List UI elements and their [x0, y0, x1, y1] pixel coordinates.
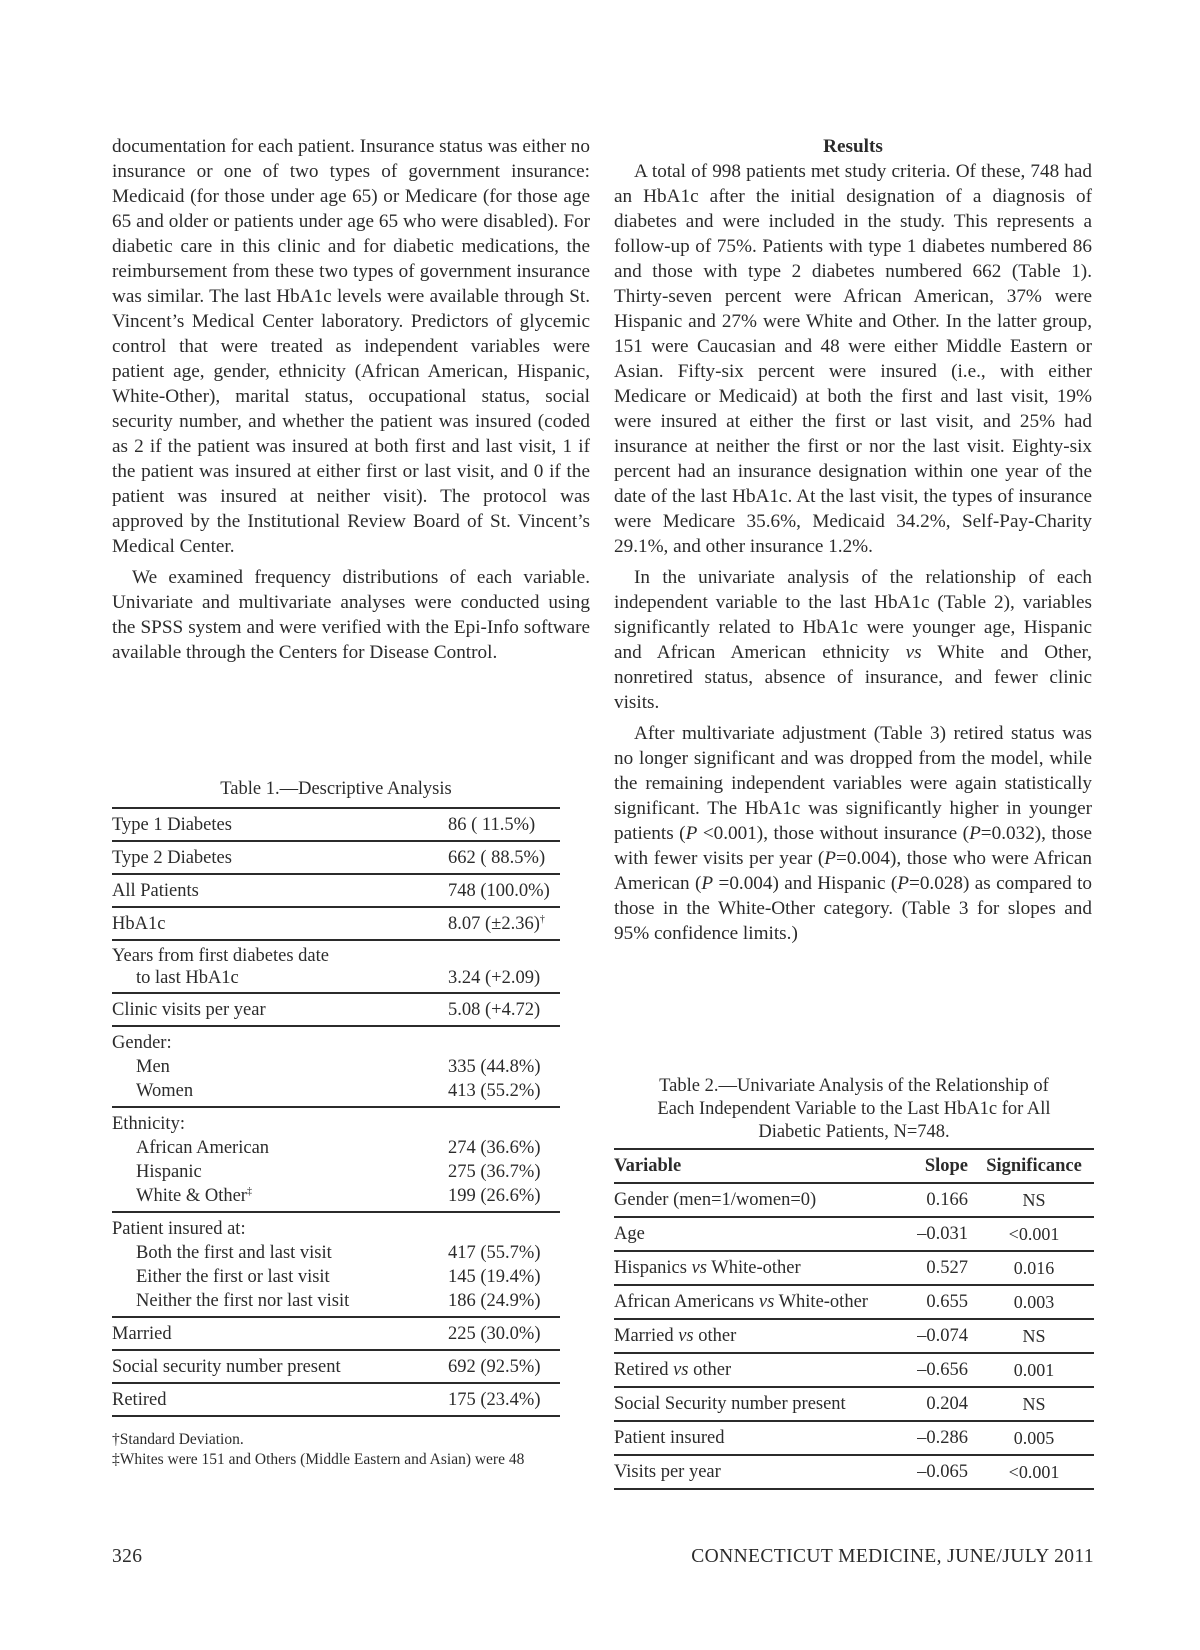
table-row — [112, 1184, 560, 1208]
row-value: 413 (55.2%) — [448, 1081, 541, 1101]
footnote-mark: ‡ — [246, 1185, 252, 1197]
text-run-italic: vs — [673, 1360, 689, 1380]
row-value: 86 ( 11.5%) — [448, 815, 536, 835]
table-row — [614, 1251, 1094, 1285]
cell-significance: 0.003 — [974, 1285, 1094, 1319]
row-value: 145 (19.4%) — [448, 1267, 541, 1287]
cell-variable — [614, 1251, 904, 1285]
cell-variable: Patient insured — [614, 1421, 904, 1455]
group-heading: Patient insured at: — [112, 1219, 246, 1239]
page-number: 326 — [112, 1546, 143, 1567]
label-text: White & Other — [136, 1186, 247, 1206]
cell-variable — [614, 1285, 904, 1319]
row-value: 5.08 (+4.72) — [448, 1000, 541, 1020]
cell-variable: Age — [614, 1217, 904, 1251]
table-row — [112, 1265, 560, 1289]
right-column-text — [614, 134, 1092, 946]
text-run: <0.001), those without insurance ( — [697, 823, 970, 844]
text-run-italic: P — [969, 823, 981, 844]
text-run: other — [693, 1326, 737, 1346]
text-run: Hispanics — [614, 1258, 692, 1278]
row-value — [448, 912, 560, 936]
table-row — [112, 941, 560, 994]
group-heading: Gender: — [112, 1033, 172, 1053]
row-label: Clinic visits per year — [112, 1000, 266, 1020]
cell-variable: Gender (men=1/women=0) — [614, 1183, 904, 1217]
cell-slope: –0.031 — [904, 1217, 974, 1251]
row-label: Both the first and last visit — [136, 1243, 332, 1263]
row-label-line-1: Years from first diabetes date — [112, 946, 329, 966]
row-label: Type 2 Diabetes — [112, 848, 232, 868]
text-run: Married — [614, 1326, 679, 1346]
table-row — [112, 1079, 560, 1103]
table-group-ethnicity — [112, 1108, 560, 1213]
row-label-line-2: to last HbA1c — [136, 968, 239, 988]
table-2-grid — [614, 1148, 1094, 1490]
table-row — [614, 1217, 1094, 1251]
methods-paragraph-2: We examined frequency distributions of each variable. Univariate and multivariate analyses were conducted using the SPSS system and were verified with the Epi-Info software available through the Centers for Disease Control. — [112, 567, 590, 663]
table-row — [614, 1285, 1094, 1319]
text-run-italic: vs — [758, 1292, 775, 1312]
table-row — [112, 1384, 560, 1417]
table-row — [614, 1183, 1094, 1217]
column-header-variable: Variable — [614, 1149, 904, 1183]
table-1-descriptive-analysis — [112, 778, 560, 1417]
row-label: Hispanic — [136, 1162, 202, 1182]
table-2-caption: Table 2.—Univariate Analysis of the Relationship of Each Independent Variable to the Last HbA1c for All Diabetic Patients, N=748. — [657, 1076, 1051, 1142]
cell-variable — [614, 1353, 904, 1387]
table-row — [112, 1160, 560, 1184]
cell-significance: 0.005 — [974, 1421, 1094, 1455]
table-row — [112, 1136, 560, 1160]
row-value: 692 (92.5%) — [448, 1357, 541, 1377]
cell-significance: NS — [974, 1387, 1094, 1421]
value-text: 8.07 (±2.36) — [448, 914, 540, 934]
text-run-italic: vs — [905, 642, 922, 663]
text-run-italic: vs — [678, 1326, 694, 1346]
text-run: After multivariate adjustment (Table 3) retired status was no longer significant and was dropped from the model, while the remaining independent variables were again statistically significant. The HbA1c was significantly higher in younger patients ( — [614, 723, 1092, 844]
row-value: 199 (26.6%) — [448, 1186, 541, 1206]
text-run: Retired — [614, 1360, 674, 1380]
left-column-text — [112, 134, 590, 665]
text-run-italic: P — [701, 873, 714, 894]
row-value: 417 (55.7%) — [448, 1243, 541, 1263]
table-row — [614, 1455, 1094, 1489]
row-label: Married — [112, 1324, 172, 1344]
table-2-univariate-analysis — [614, 1075, 1094, 1490]
cell-slope: 0.655 — [904, 1285, 974, 1319]
table-row — [614, 1387, 1094, 1421]
cell-variable — [614, 1319, 904, 1353]
table-row — [112, 1055, 560, 1079]
table-row — [112, 1351, 560, 1384]
table-group-gender — [112, 1027, 560, 1108]
row-label: Retired — [112, 1390, 167, 1410]
text-run: =0.028) as compared to those in the White-Other category. (Table 3 for slopes and 95% confidence limits.) — [614, 873, 1093, 944]
text-run-italic: P — [685, 823, 698, 844]
cell-slope: 0.527 — [904, 1251, 974, 1285]
cell-slope: 0.166 — [904, 1183, 974, 1217]
row-label: Neither the first nor last visit — [136, 1291, 350, 1311]
cell-significance: NS — [974, 1183, 1094, 1217]
row-value: 662 ( 88.5%) — [448, 848, 546, 868]
footnote-standard-deviation: †Standard Deviation. — [112, 1431, 244, 1448]
table-row — [614, 1353, 1094, 1387]
methods-paragraph-1: documentation for each patient. Insurance status was either no insurance or one of two types of government insurance: Medicaid (for those under age 65) or Medicare (for those age 65 and older or patients under age 65 who were disabled). For diabetic care in this clinic and for diabetic medications, the reimbursement from these two types of government insurance was similar. The last HbA1c levels were available through St. Vincent’s Medical Center laboratory. Predictors of glycemic control that were treated as independent variables were patient age, gender, ethnicity (African American, Hispanic, White-Other), marital status, occupational status, social security number, and whether the patient was insured (coded as 2 if the patient was insured at both first and last visit, 1 if the patient was insured at either first or last visit, and 0 if the patient was insured at neither visit). The protocol was approved by the Institutional Review Board of St. Vincent’s Medical Center. — [112, 136, 590, 557]
table-row — [112, 807, 560, 842]
text-run: White-other — [774, 1292, 868, 1312]
row-label: Social security number present — [112, 1357, 341, 1377]
row-label — [136, 1184, 448, 1208]
row-value: 275 (36.7%) — [448, 1162, 541, 1182]
table-row — [112, 994, 560, 1027]
results-paragraph-3 — [614, 721, 1092, 946]
text-run: In the univariate analysis of the relationship of each independent variable to the last HbA1c (Table 2), variables significantly related to HbA1c were younger age, Hispanic and African American ethnicity — [614, 567, 1092, 663]
row-label: African American — [136, 1138, 270, 1158]
row-label: All Patients — [112, 881, 199, 901]
table-row — [112, 842, 560, 875]
row-value: 274 (36.6%) — [448, 1138, 541, 1158]
row-label — [112, 945, 448, 989]
text-run: White and Other, nonretired status, absence of insurance, and fewer clinic visits. — [614, 642, 1092, 713]
column-header-slope: Slope — [904, 1149, 974, 1183]
text-run-italic: vs — [691, 1258, 708, 1278]
results-paragraph-2 — [614, 565, 1092, 715]
table-1-footnotes — [112, 1430, 590, 1470]
table-row — [112, 875, 560, 908]
table-header-row — [614, 1149, 1094, 1183]
table-row — [112, 1318, 560, 1351]
cell-significance: NS — [974, 1319, 1094, 1353]
row-label: HbA1c — [112, 914, 166, 934]
results-heading: Results — [823, 136, 883, 157]
row-label: Women — [136, 1081, 194, 1101]
row-value: 3.24 (+2.09) — [448, 968, 541, 988]
row-value: 175 (23.4%) — [448, 1390, 541, 1410]
row-value: 225 (30.0%) — [448, 1324, 541, 1344]
text-run-italic: P — [824, 848, 836, 869]
text-run: =0.004), those who were African American ( — [614, 848, 1092, 894]
cell-slope: –0.074 — [904, 1319, 974, 1353]
cell-variable: Social Security number present — [614, 1387, 904, 1421]
footnote-mark: † — [539, 913, 545, 925]
row-label: Type 1 Diabetes — [112, 815, 232, 835]
row-value: 186 (24.9%) — [448, 1291, 541, 1311]
table-row — [112, 908, 560, 941]
text-run: African Americans — [614, 1292, 759, 1312]
footnote-whites-others: ‡Whites were 151 and Others (Middle Eastern and Asian) were 48 — [112, 1451, 525, 1468]
table-group-insured — [112, 1213, 560, 1318]
cell-slope: 0.204 — [904, 1387, 974, 1421]
cell-significance: 0.001 — [974, 1353, 1094, 1387]
cell-significance: <0.001 — [974, 1217, 1094, 1251]
cell-slope: –0.065 — [904, 1455, 974, 1489]
row-value: 335 (44.8%) — [448, 1057, 541, 1077]
table-1-caption: Table 1.—Descriptive Analysis — [220, 779, 452, 799]
cell-variable: Visits per year — [614, 1455, 904, 1489]
text-run: =0.032), those with fewer visits per year ( — [614, 823, 1092, 869]
text-run-italic: P — [897, 873, 909, 894]
row-value: 748 (100.0%) — [448, 881, 550, 901]
cell-slope: –0.286 — [904, 1421, 974, 1455]
text-run: =0.004) and Hispanic ( — [713, 873, 898, 894]
row-label: Either the first or last visit — [136, 1267, 330, 1287]
cell-significance: 0.016 — [974, 1251, 1094, 1285]
table-row — [112, 1289, 560, 1313]
row-label: Men — [136, 1057, 170, 1077]
group-heading: Ethnicity: — [112, 1114, 185, 1134]
cell-slope: –0.656 — [904, 1353, 974, 1387]
results-paragraph-1: A total of 998 patients met study criteria. Of these, 748 had an HbA1c after the initial designation of a diagnosis of diabetes and were included in the study. This represents a follow-up of 75%. Patients with type 1 diabetes numbered 86 and those with type 2 diabetes numbered 662 (Table 1). Thirty-seven percent were African American, 37% were Hispanic and 27% were White and Other. In the latter group, 151 were Caucasian and 48 were either Middle Eastern or Asian. Fifty-six percent were insured (i.e., with either Medicare or Medicaid) at both the first and last visit, 19% were insured at either the first or last visit, and 25% had insurance at neither the first or nor the last visit. Eighty-six percent had an insurance designation within one year of the date of the last HbA1c. At the last visit, the types of insurance were Medicare 35.6%, Medicaid 34.2%, Self-Pay-Charity 29.1%, and other insurance 1.2%. — [614, 161, 1092, 557]
journal-issue: CONNECTICUT MEDICINE, JUNE/JULY 2011 — [691, 1546, 1094, 1567]
table-row — [112, 1241, 560, 1265]
text-run: White-other — [707, 1258, 801, 1278]
text-run: other — [688, 1360, 732, 1380]
table-row — [614, 1421, 1094, 1455]
column-header-significance: Significance — [974, 1149, 1094, 1183]
table-row — [614, 1319, 1094, 1353]
cell-significance: <0.001 — [974, 1455, 1094, 1489]
